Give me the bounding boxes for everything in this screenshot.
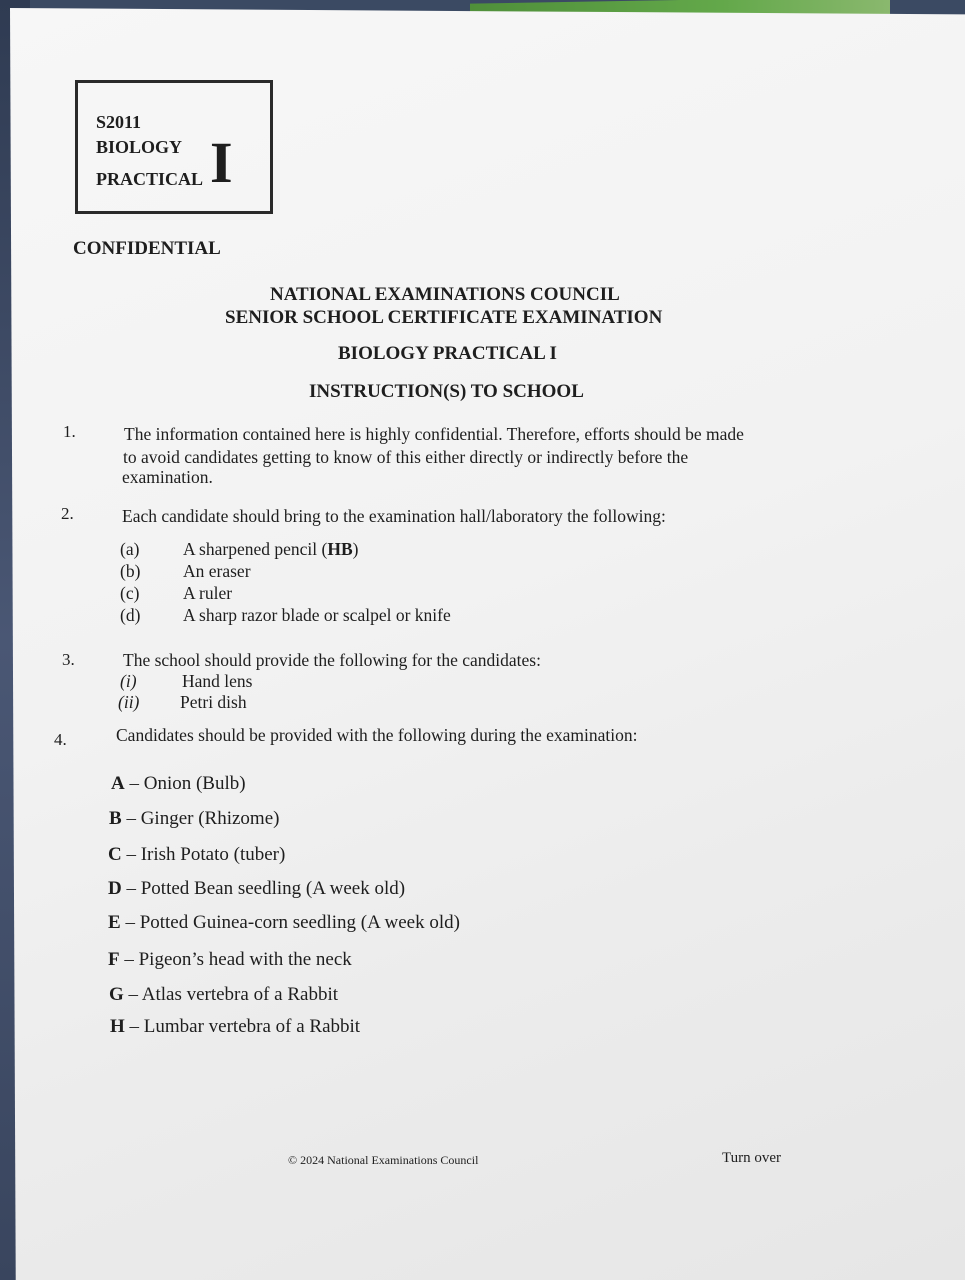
paper-roman-numeral: I	[210, 130, 233, 195]
turn-over-label: Turn over	[722, 1150, 782, 1166]
specimen-item: H – Lumbar vertebra of a Rabbit	[110, 1016, 361, 1037]
confidential-label: CONFIDENTIAL	[73, 238, 221, 259]
paper-subject: BIOLOGY	[96, 137, 183, 157]
list-item-label: (b)	[120, 561, 141, 581]
paper-type: PRACTICAL	[96, 169, 204, 189]
section-1-line: examination.	[122, 467, 213, 487]
section-number: 3.	[62, 650, 75, 669]
section-3-text: The school should provide the following for the candidates:	[123, 650, 541, 670]
specimen-item: A – Onion (Bulb)	[111, 773, 246, 794]
specimen-item: G – Atlas vertebra of a Rabbit	[109, 984, 338, 1005]
list-item: An eraser	[183, 561, 251, 581]
list-item: A sharp razor blade or scalpel or knife	[183, 605, 451, 625]
specimen-item: D – Potted Bean seedling (A week old)	[108, 878, 406, 899]
copyright-notice: © 2024 National Examinations Council	[288, 1153, 479, 1167]
section-number: 1.	[63, 422, 76, 441]
list-item: A ruler	[183, 583, 233, 603]
specimen-item: E – Potted Guinea-corn seedling (A week old)	[108, 912, 460, 933]
instructions-title: INSTRUCTION(S) TO SCHOOL	[309, 381, 584, 402]
list-item-label: (d)	[120, 605, 141, 625]
council-title: NATIONAL EXAMINATIONS COUNCIL	[270, 284, 620, 305]
list-item-label: (c)	[120, 583, 140, 603]
section-4-text: Candidates should be provided with the following during the examination:	[116, 725, 638, 745]
section-1-line: The information contained here is highly confidential. Therefore, efforts should be made	[124, 424, 744, 444]
paper-title: BIOLOGY PRACTICAL I	[338, 343, 557, 364]
section-number: 2.	[61, 504, 74, 523]
specimen-item: F – Pigeon’s head with the neck	[108, 949, 352, 970]
exam-title: SENIOR SCHOOL CERTIFICATE EXAMINATION	[225, 307, 663, 328]
section-number: 4.	[54, 730, 67, 749]
list-item: Hand lens	[182, 671, 253, 691]
section-2-text: Each candidate should bring to the examination hall/laboratory the following:	[122, 506, 666, 526]
section-1-line: to avoid candidates getting to know of this either directly or indirectly before the	[123, 447, 689, 467]
list-item-label: (ii)	[118, 692, 140, 712]
list-item: A sharpened pencil (HB)	[183, 539, 359, 559]
list-item-label: (i)	[120, 671, 137, 691]
list-item: Petri dish	[180, 692, 247, 712]
specimen-item: C – Irish Potato (tuber)	[108, 844, 286, 865]
paper-code: S2011	[96, 112, 142, 132]
specimen-item: B – Ginger (Rhizome)	[109, 808, 280, 829]
list-item-label: (a)	[120, 539, 140, 559]
